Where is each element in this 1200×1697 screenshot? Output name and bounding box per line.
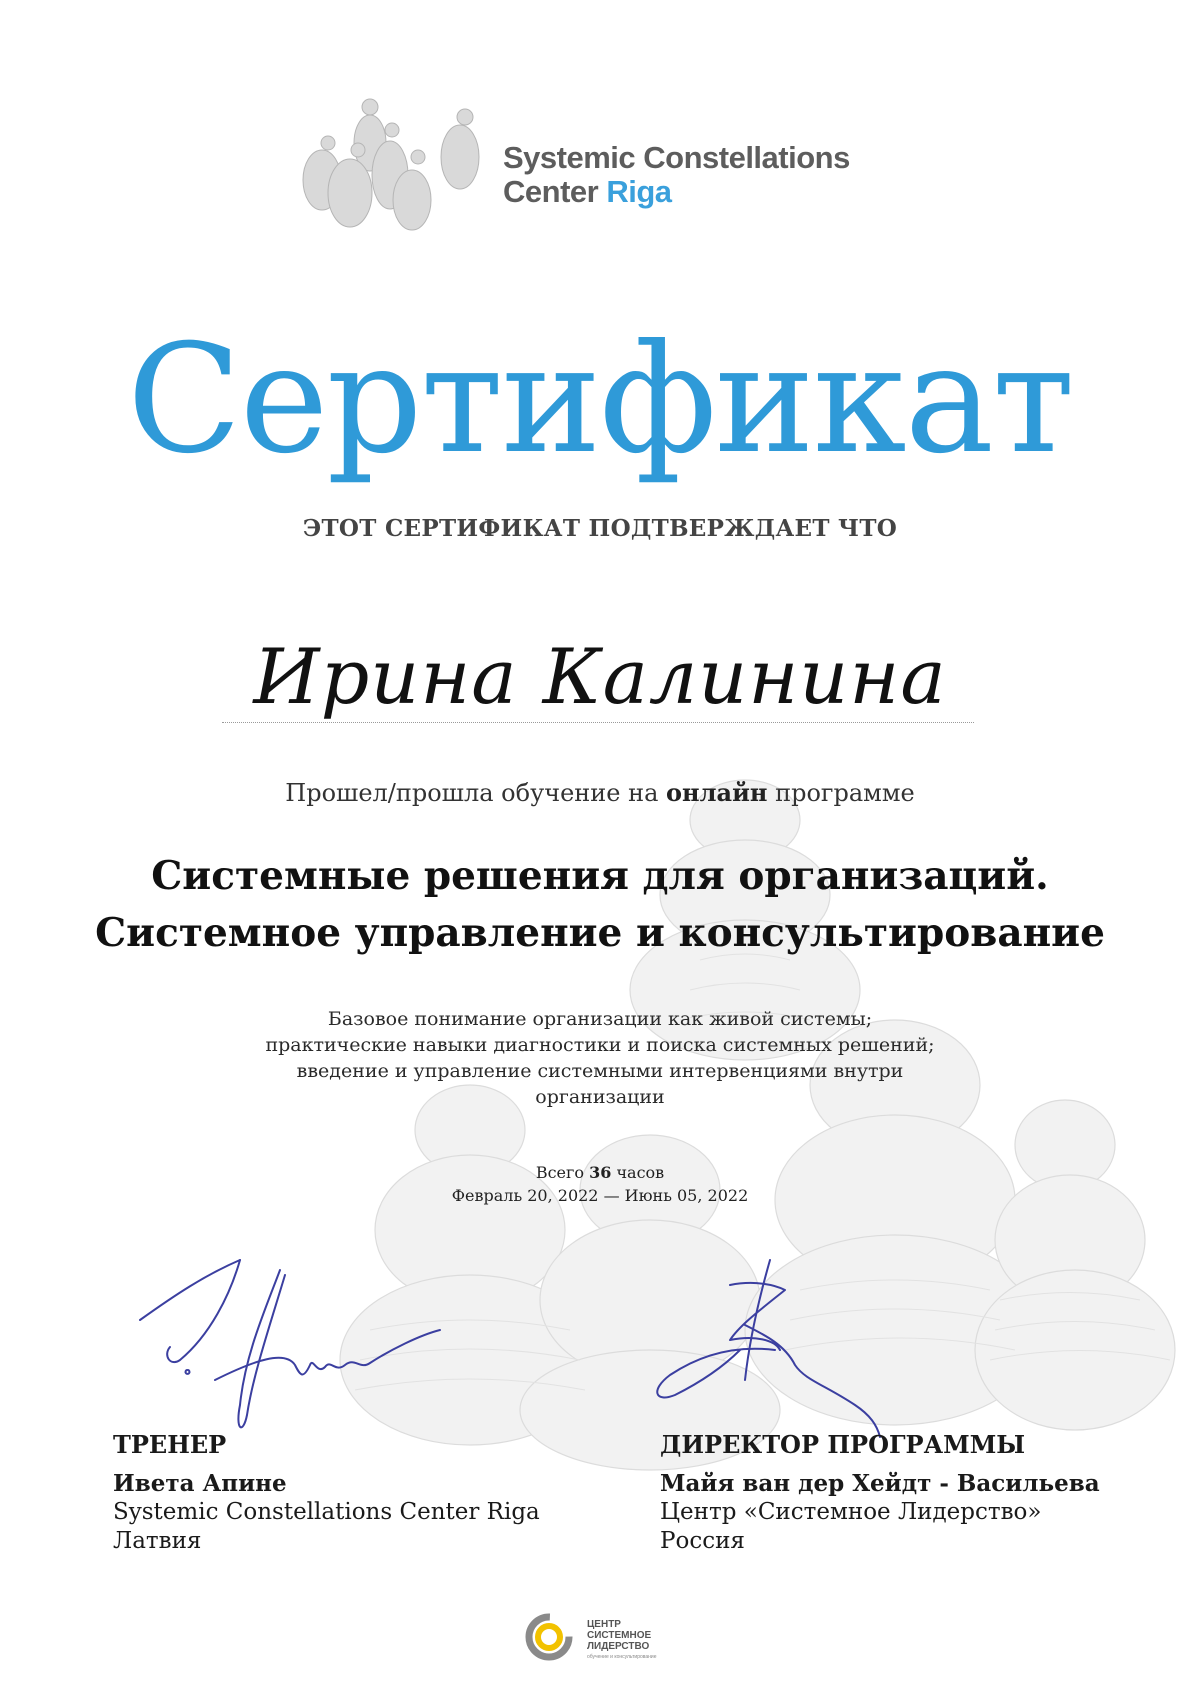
program-description-line: организации <box>535 1086 665 1108</box>
program-description-line: введение и управление системными интервенциями внутри <box>296 1060 904 1082</box>
director-role: ДИРЕКТОР ПРОГРАММЫ <box>660 1430 1026 1459</box>
bottom-logo-line-3: ЛИДЕРСТВО <box>587 1641 650 1652</box>
director-name: Майя ван дер Хейдт - Васильева <box>660 1470 1100 1497</box>
trainer-role: ТРЕНЕР <box>113 1430 227 1459</box>
bottom-logo-line-1: ЦЕНТР <box>587 1619 621 1630</box>
program-title-line-1: Системные решения для организаций. <box>151 853 1049 899</box>
program-description-line: практические навыки диагностики и поиска системных решений; <box>265 1034 935 1056</box>
systemic-leadership-logo-icon <box>524 1612 574 1662</box>
program-dates: Февраль 20, 2022 — Июнь 05, 2022 <box>451 1186 749 1205</box>
logo-text-center: Center <box>503 174 599 209</box>
logo-figures-icon <box>300 95 500 235</box>
director-signature <box>645 1255 885 1440</box>
hours-value: 36 <box>589 1163 612 1182</box>
completion-text-after: программе <box>775 779 915 807</box>
hours-text-after: часов <box>616 1163 665 1182</box>
trainer-name: Ивета Апине <box>113 1470 287 1497</box>
hours-text-before: Всего <box>535 1163 585 1182</box>
program-description-line: Базовое понимание организации как живой системы; <box>327 1008 873 1030</box>
recipient-name: Ирина Калинина <box>253 632 947 721</box>
certificate-title: Сертификат <box>126 313 1074 487</box>
systemic-leadership-logo-text <box>587 1619 657 1663</box>
completion-text-before: Прошел/прошла обучение на <box>285 779 659 807</box>
certificate-subtitle: ЭТОТ СЕРТИФИКАТ ПОДТВЕРЖДАЕТ ЧТО <box>302 515 898 542</box>
bottom-logo-line-4: обучение и консультирование <box>587 1654 657 1660</box>
logo-text-line-2 <box>503 174 672 210</box>
logo-text-riga: Riga <box>606 174 672 209</box>
completion-statement <box>0 778 1200 807</box>
recipient-underline <box>222 722 974 723</box>
program-title-line-2: Системное управление и консультирование <box>95 910 1105 956</box>
total-hours <box>0 1163 1200 1182</box>
bottom-logo-line-2: СИСТЕМНОЕ <box>587 1630 652 1641</box>
trainer-signature <box>135 1255 445 1445</box>
logo-text-line-1: Systemic Constellations <box>503 140 850 175</box>
director-country: Россия <box>660 1528 745 1554</box>
trainer-organization: Systemic Constellations Center Riga <box>113 1499 540 1525</box>
trainer-country: Латвия <box>113 1528 202 1554</box>
director-organization: Центр «Системное Лидерство» <box>660 1499 1042 1525</box>
completion-text-bold: онлайн <box>666 778 768 807</box>
